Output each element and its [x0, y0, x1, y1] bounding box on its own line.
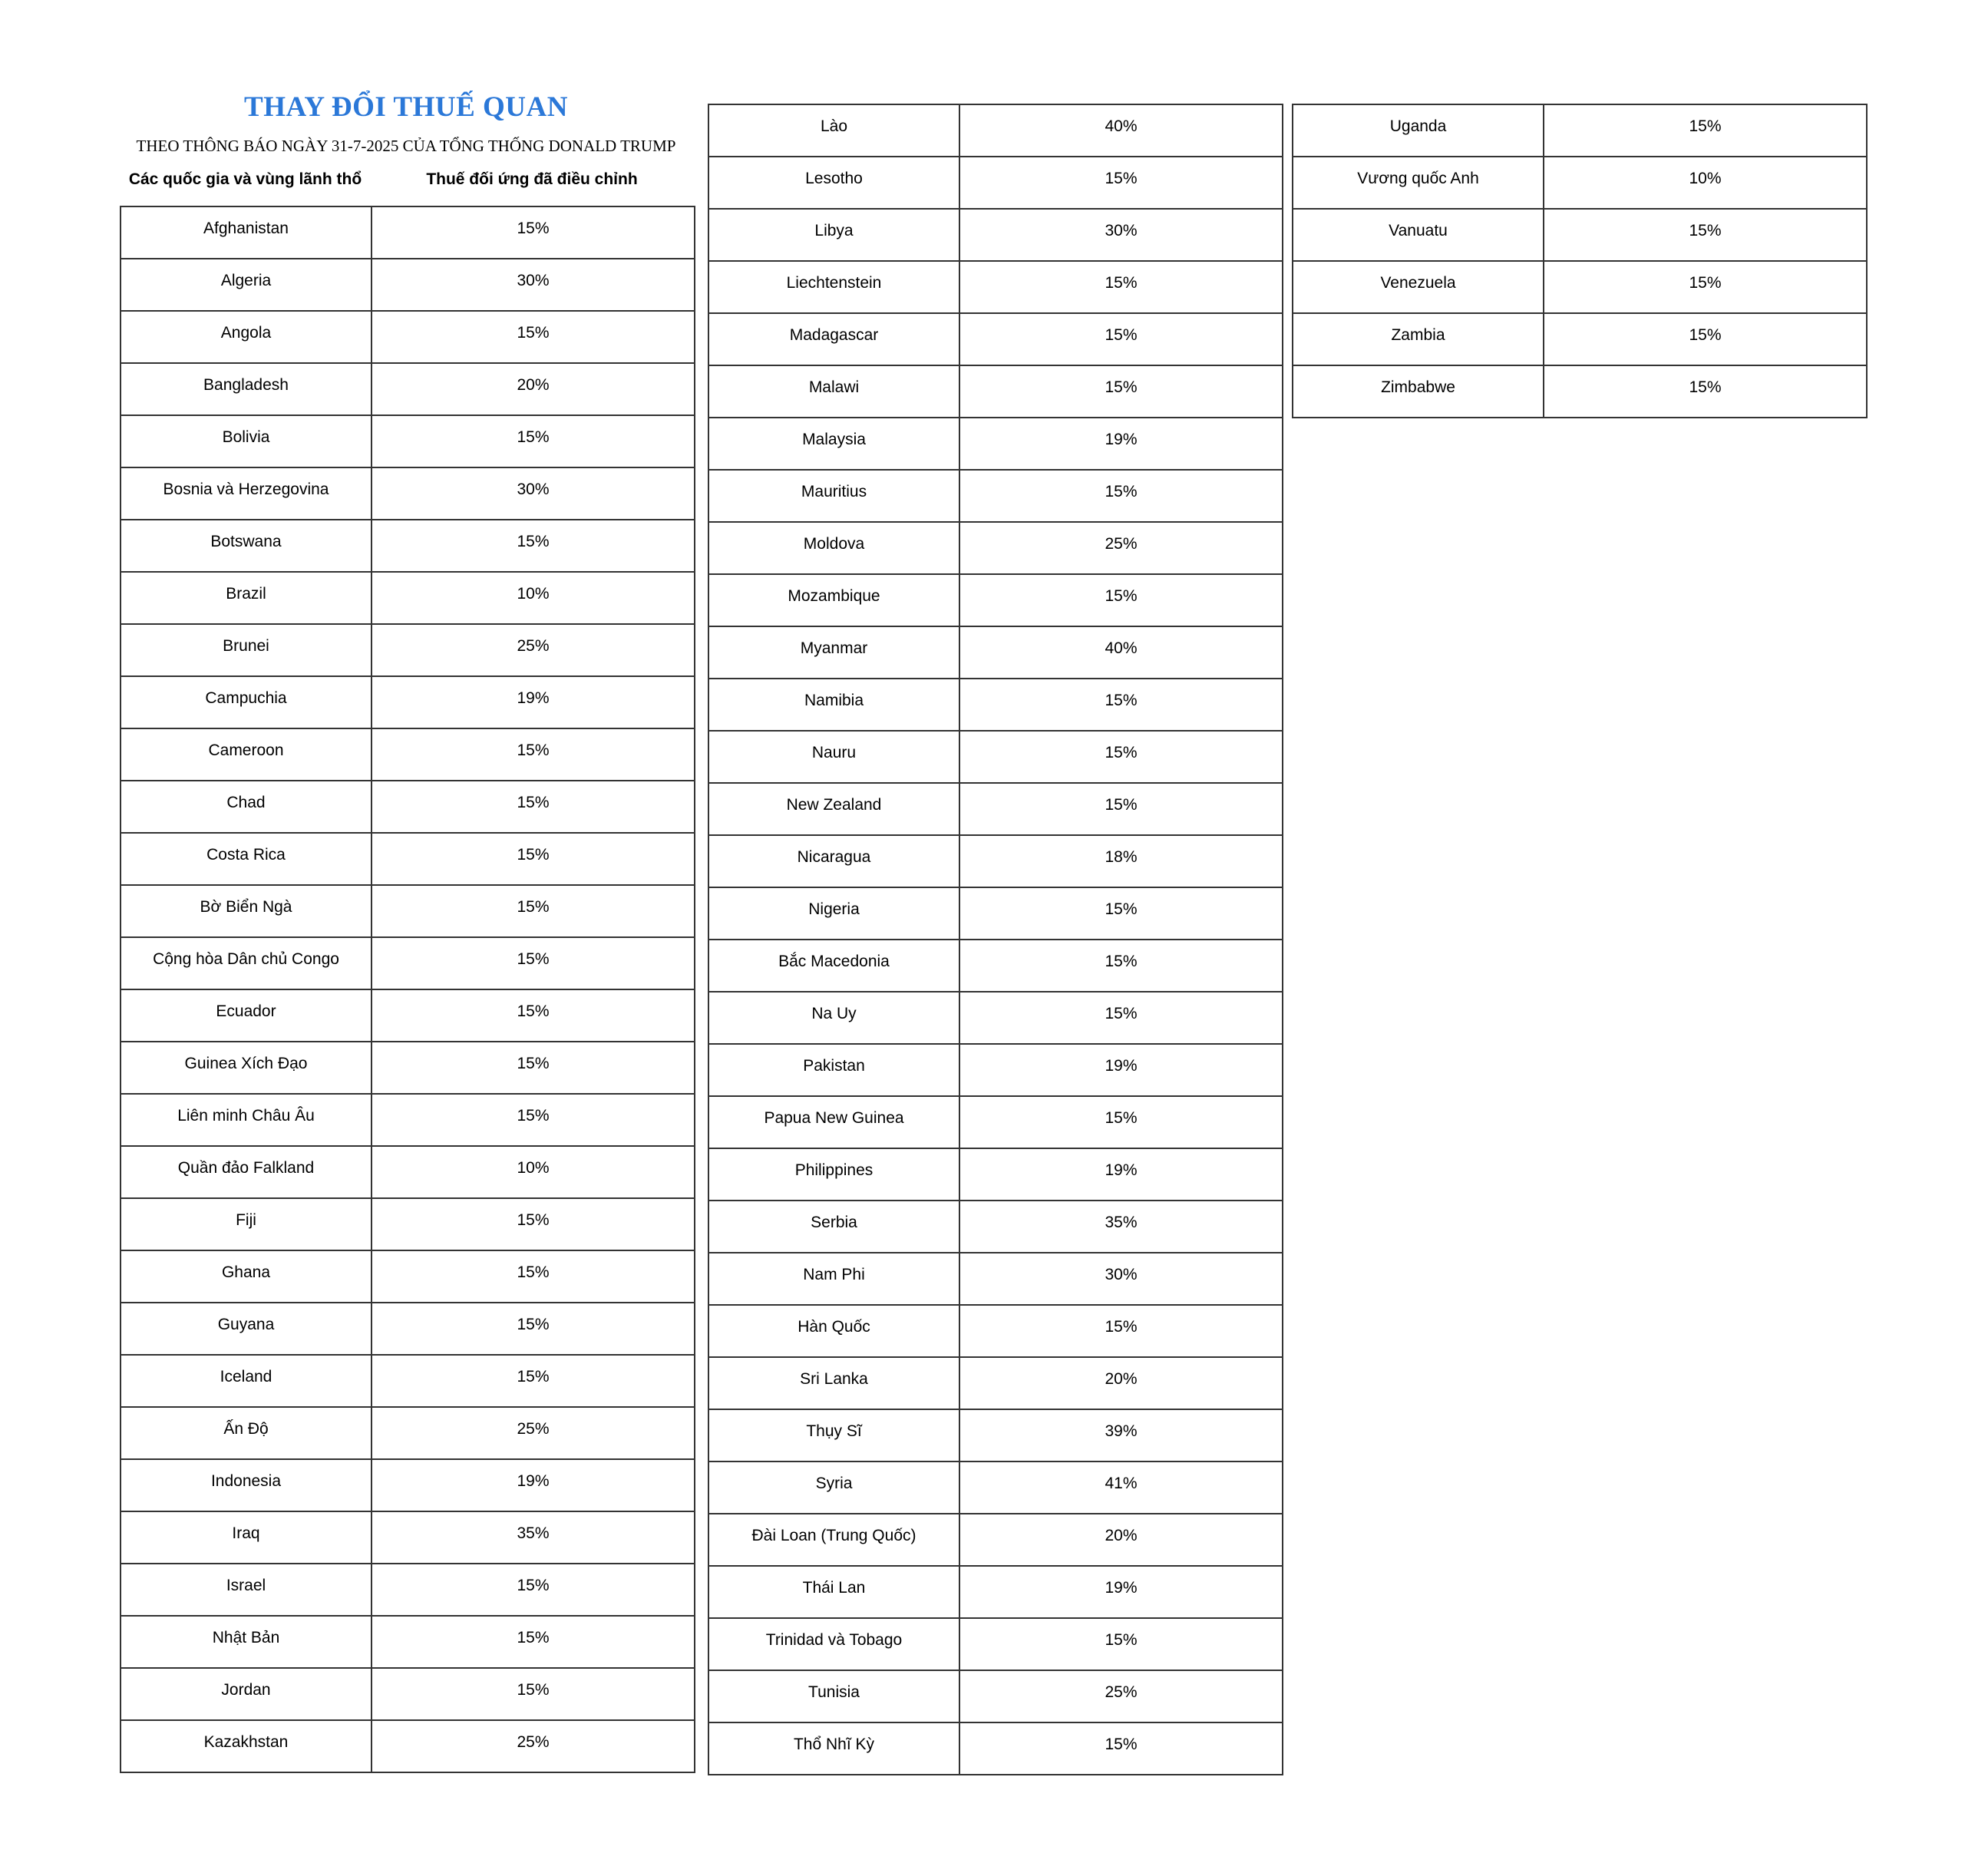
rate-cell: 25%	[372, 1720, 695, 1772]
country-cell: Namibia	[708, 679, 959, 731]
country-cell: Guyana	[121, 1303, 372, 1355]
rate-cell: 10%	[1544, 157, 1867, 209]
country-cell: Fiji	[121, 1198, 372, 1250]
country-cell: Đài Loan (Trung Quốc)	[708, 1514, 959, 1566]
rate-cell: 15%	[959, 157, 1283, 209]
rate-cell: 40%	[959, 626, 1283, 679]
table-row	[1293, 313, 1867, 365]
country-cell: Chad	[121, 781, 372, 833]
rate-cell: 15%	[959, 1618, 1283, 1670]
table-row	[121, 1146, 695, 1198]
table-row	[121, 937, 695, 989]
rate-cell: 15%	[959, 887, 1283, 940]
column-header-country: Các quốc gia và vùng lãnh thổ	[128, 170, 362, 188]
rate-cell: 19%	[372, 676, 695, 728]
country-cell: Brunei	[121, 624, 372, 676]
table-row	[708, 1357, 1283, 1409]
rate-cell: 15%	[1544, 365, 1867, 418]
rate-cell: 25%	[372, 624, 695, 676]
table-row	[708, 1044, 1283, 1096]
table-row	[1293, 104, 1867, 157]
rate-cell: 15%	[372, 1616, 695, 1668]
table-row	[121, 885, 695, 937]
country-cell: Libya	[708, 209, 959, 261]
tariff-table-2	[708, 104, 1283, 1775]
table-row	[708, 887, 1283, 940]
table-row	[708, 470, 1283, 522]
country-cell: Papua New Guinea	[708, 1096, 959, 1148]
rate-cell: 30%	[372, 259, 695, 311]
table-row	[121, 1355, 695, 1407]
country-cell: Nicaragua	[708, 835, 959, 887]
rate-cell: 39%	[959, 1409, 1283, 1461]
country-cell: Sri Lanka	[708, 1357, 959, 1409]
rate-cell: 25%	[959, 1670, 1283, 1722]
country-cell: Guinea Xích Đạo	[121, 1042, 372, 1094]
rate-cell: 15%	[959, 679, 1283, 731]
rate-cell: 15%	[372, 1198, 695, 1250]
rate-cell: 15%	[959, 940, 1283, 992]
country-cell: Jordan	[121, 1668, 372, 1720]
rate-cell: 10%	[372, 572, 695, 624]
country-cell: Angola	[121, 311, 372, 363]
table-row	[708, 731, 1283, 783]
rate-cell: 15%	[372, 989, 695, 1042]
rate-cell: 15%	[372, 415, 695, 467]
table-row	[121, 1511, 695, 1564]
table-row	[121, 1250, 695, 1303]
table-row	[708, 1148, 1283, 1201]
table-row	[1293, 157, 1867, 209]
table-row	[121, 1094, 695, 1146]
table-row	[121, 1042, 695, 1094]
table-row	[121, 520, 695, 572]
table-row	[708, 835, 1283, 887]
country-cell: Pakistan	[708, 1044, 959, 1096]
country-cell: Nhật Bản	[121, 1616, 372, 1668]
table-row	[708, 1722, 1283, 1775]
country-cell: Zambia	[1293, 313, 1544, 365]
table-row	[121, 781, 695, 833]
rate-cell: 15%	[959, 574, 1283, 626]
rate-cell: 20%	[959, 1357, 1283, 1409]
country-cell: Nigeria	[708, 887, 959, 940]
rate-cell: 30%	[959, 209, 1283, 261]
rate-cell: 25%	[372, 1407, 695, 1459]
rate-cell: 10%	[372, 1146, 695, 1198]
country-cell: Vương quốc Anh	[1293, 157, 1544, 209]
rate-cell: 35%	[372, 1511, 695, 1564]
rate-cell: 15%	[372, 1042, 695, 1094]
rate-cell: 15%	[959, 783, 1283, 835]
country-cell: Mauritius	[708, 470, 959, 522]
rate-cell: 41%	[959, 1461, 1283, 1514]
country-cell: Venezuela	[1293, 261, 1544, 313]
table-row	[708, 1253, 1283, 1305]
table-row	[708, 1096, 1283, 1148]
rate-cell: 15%	[372, 937, 695, 989]
rate-cell: 15%	[372, 520, 695, 572]
country-cell: Indonesia	[121, 1459, 372, 1511]
rate-cell: 19%	[959, 1566, 1283, 1618]
document-subtitle: THEO THÔNG BÁO NGÀY 31-7-2025 CỦA TỔNG THỐNG DONALD TRUMP	[136, 137, 676, 155]
rate-cell: 19%	[959, 418, 1283, 470]
rate-cell: 20%	[959, 1514, 1283, 1566]
rate-cell: 15%	[372, 1303, 695, 1355]
country-cell: Cộng hòa Dân chủ Congo	[121, 937, 372, 989]
country-cell: New Zealand	[708, 783, 959, 835]
country-cell: Botswana	[121, 520, 372, 572]
country-cell: Nam Phi	[708, 1253, 959, 1305]
country-cell: Thụy Sĩ	[708, 1409, 959, 1461]
country-cell: Israel	[121, 1564, 372, 1616]
table-row	[708, 1670, 1283, 1722]
table-row	[121, 1616, 695, 1668]
table-row	[708, 365, 1283, 418]
table-row	[708, 418, 1283, 470]
rate-cell: 15%	[372, 206, 695, 259]
table-row	[1293, 261, 1867, 313]
country-cell: Lào	[708, 104, 959, 157]
rate-cell: 30%	[959, 1253, 1283, 1305]
table-row	[708, 1409, 1283, 1461]
country-cell: Liechtenstein	[708, 261, 959, 313]
country-cell: Ghana	[121, 1250, 372, 1303]
rate-cell: 15%	[959, 313, 1283, 365]
country-cell: Bắc Macedonia	[708, 940, 959, 992]
country-cell: Bosnia và Herzegovina	[121, 467, 372, 520]
rate-cell: 30%	[372, 467, 695, 520]
table-row	[1293, 209, 1867, 261]
table-row	[708, 1618, 1283, 1670]
table-row	[708, 313, 1283, 365]
country-cell: Syria	[708, 1461, 959, 1514]
country-cell: Liên minh Châu Âu	[121, 1094, 372, 1146]
table-row	[708, 574, 1283, 626]
rate-cell: 40%	[959, 104, 1283, 157]
table-row	[708, 940, 1283, 992]
table-row	[708, 1514, 1283, 1566]
table-row	[708, 522, 1283, 574]
table-row	[121, 1564, 695, 1616]
rate-cell: 19%	[959, 1148, 1283, 1201]
country-cell: Serbia	[708, 1201, 959, 1253]
rate-cell: 15%	[1544, 104, 1867, 157]
country-cell: Thái Lan	[708, 1566, 959, 1618]
table-row	[708, 1461, 1283, 1514]
table-row	[708, 626, 1283, 679]
country-cell: Algeria	[121, 259, 372, 311]
rate-cell: 15%	[959, 992, 1283, 1044]
table-row	[121, 1407, 695, 1459]
country-cell: Myanmar	[708, 626, 959, 679]
tariff-table-3	[1292, 104, 1868, 418]
rate-cell: 15%	[959, 365, 1283, 418]
rate-cell: 15%	[372, 833, 695, 885]
table-row	[121, 415, 695, 467]
country-cell: Malawi	[708, 365, 959, 418]
country-cell: Vanuatu	[1293, 209, 1544, 261]
country-cell: Na Uy	[708, 992, 959, 1044]
table-row	[708, 104, 1283, 157]
table-row	[121, 311, 695, 363]
country-cell: Uganda	[1293, 104, 1544, 157]
country-cell: Lesotho	[708, 157, 959, 209]
table-row	[708, 1566, 1283, 1618]
country-cell: Costa Rica	[121, 833, 372, 885]
rate-cell: 15%	[372, 311, 695, 363]
country-cell: Philippines	[708, 1148, 959, 1201]
country-cell: Malaysia	[708, 418, 959, 470]
country-cell: Bờ Biển Ngà	[121, 885, 372, 937]
table-row	[121, 206, 695, 259]
table-row	[121, 259, 695, 311]
rate-cell: 19%	[372, 1459, 695, 1511]
table-row	[121, 363, 695, 415]
rate-cell: 15%	[1544, 209, 1867, 261]
table-row	[121, 1720, 695, 1772]
country-cell: Ấn Độ	[121, 1407, 372, 1459]
table-row	[708, 1201, 1283, 1253]
table-row	[121, 624, 695, 676]
table-row	[121, 467, 695, 520]
country-cell: Bolivia	[121, 415, 372, 467]
rate-cell: 15%	[1544, 313, 1867, 365]
table-row	[121, 676, 695, 728]
rate-cell: 15%	[959, 731, 1283, 783]
country-cell: Tunisia	[708, 1670, 959, 1722]
table-row	[708, 261, 1283, 313]
rate-cell: 15%	[372, 1668, 695, 1720]
rate-cell: 15%	[372, 1564, 695, 1616]
rate-cell: 20%	[372, 363, 695, 415]
country-cell: Nauru	[708, 731, 959, 783]
rate-cell: 25%	[959, 522, 1283, 574]
country-cell: Iceland	[121, 1355, 372, 1407]
country-cell: Hàn Quốc	[708, 1305, 959, 1357]
table-row	[708, 1305, 1283, 1357]
table-row	[121, 728, 695, 781]
country-cell: Zimbabwe	[1293, 365, 1544, 418]
table-row	[121, 1198, 695, 1250]
country-cell: Bangladesh	[121, 363, 372, 415]
country-cell: Cameroon	[121, 728, 372, 781]
rate-cell: 15%	[959, 1305, 1283, 1357]
rate-cell: 15%	[959, 470, 1283, 522]
table-row	[121, 572, 695, 624]
table-row	[708, 209, 1283, 261]
rate-cell: 15%	[959, 261, 1283, 313]
country-cell: Brazil	[121, 572, 372, 624]
rate-cell: 15%	[372, 1250, 695, 1303]
rate-cell: 18%	[959, 835, 1283, 887]
table-row	[121, 1303, 695, 1355]
rate-cell: 15%	[959, 1722, 1283, 1775]
rate-cell: 15%	[372, 1355, 695, 1407]
rate-cell: 35%	[959, 1201, 1283, 1253]
rate-cell: 15%	[372, 885, 695, 937]
table-row	[1293, 365, 1867, 418]
country-cell: Madagascar	[708, 313, 959, 365]
table-row	[121, 989, 695, 1042]
country-cell: Moldova	[708, 522, 959, 574]
country-cell: Campuchia	[121, 676, 372, 728]
document-title: THAY ĐỔI THUẾ QUAN	[244, 91, 568, 123]
rate-cell: 15%	[959, 1096, 1283, 1148]
rate-cell: 15%	[372, 781, 695, 833]
tariff-table-1	[120, 206, 695, 1773]
country-cell: Mozambique	[708, 574, 959, 626]
country-cell: Kazakhstan	[121, 1720, 372, 1772]
country-cell: Afghanistan	[121, 206, 372, 259]
country-cell: Quần đảo Falkland	[121, 1146, 372, 1198]
country-cell: Ecuador	[121, 989, 372, 1042]
table-row	[121, 1668, 695, 1720]
table-row	[708, 783, 1283, 835]
country-cell: Trinidad và Tobago	[708, 1618, 959, 1670]
table-row	[708, 157, 1283, 209]
rate-cell: 15%	[372, 728, 695, 781]
table-row	[121, 833, 695, 885]
table-row	[121, 1459, 695, 1511]
table-row	[708, 679, 1283, 731]
column-header-rate: Thuế đối ứng đã điều chỉnh	[426, 170, 638, 188]
rate-cell: 15%	[372, 1094, 695, 1146]
table-row	[708, 992, 1283, 1044]
country-cell: Thổ Nhĩ Kỳ	[708, 1722, 959, 1775]
rate-cell: 15%	[1544, 261, 1867, 313]
country-cell: Iraq	[121, 1511, 372, 1564]
rate-cell: 19%	[959, 1044, 1283, 1096]
